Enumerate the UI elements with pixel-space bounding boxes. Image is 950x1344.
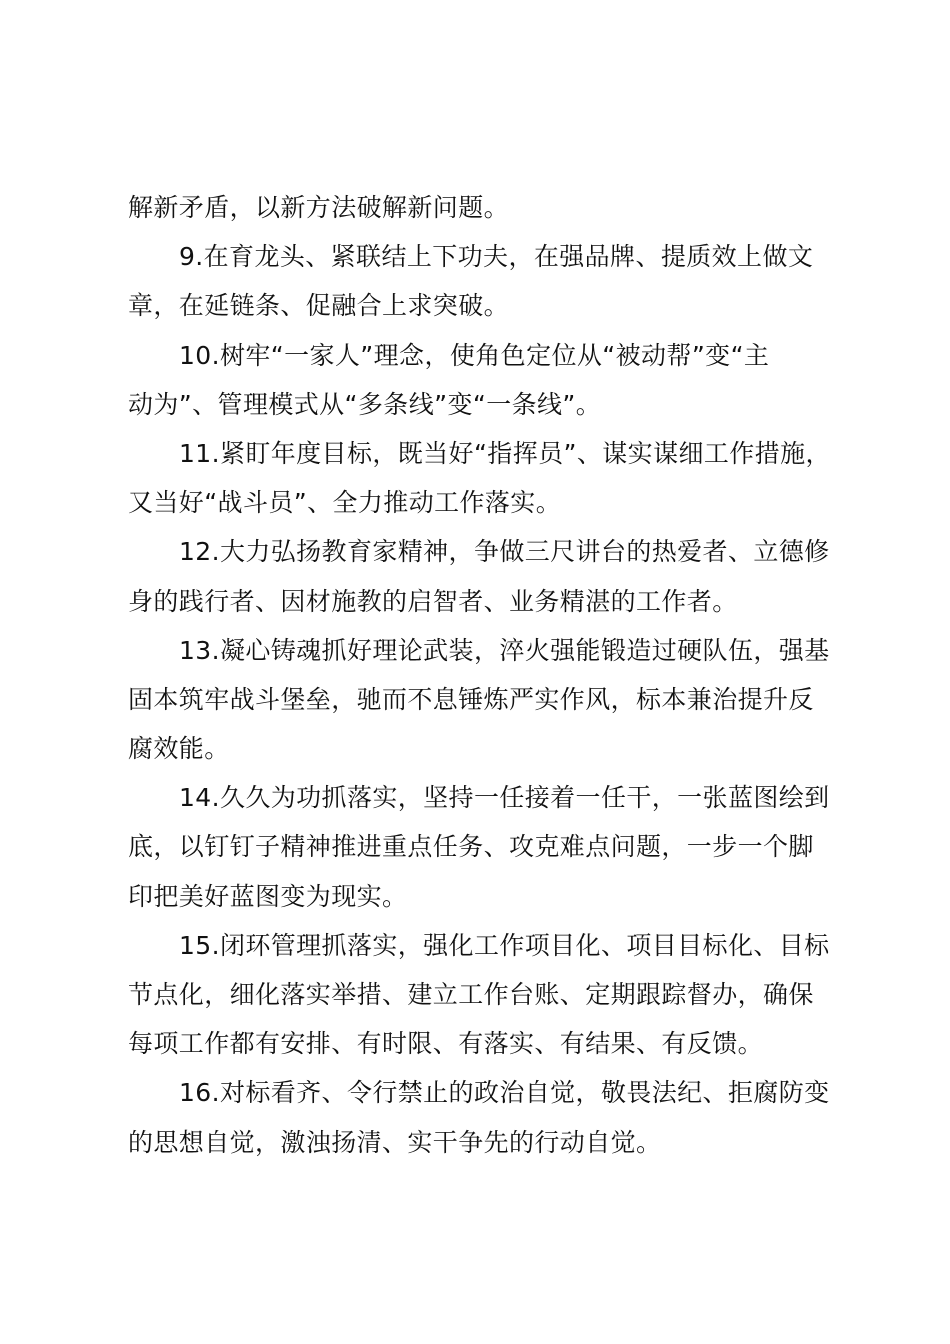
text-line: 的思想自觉，激浊扬清、实干争先的行动自觉。 (128, 1127, 662, 1157)
text-line: 节点化，细化落实举措、建立工作台账、定期跟踪督办，确保 (128, 980, 814, 1009)
text-line: 13.凝心铸魂抓好理论武装，淬火强能锻造过硬队伍，强基 (179, 635, 830, 665)
text-line: 身的践行者、因材施教的启智者、业务精湛的工作者。 (128, 586, 738, 616)
text-line: 又当好“战斗员”、全力推动工作落实。 (128, 488, 562, 518)
text-line: 16.对标看齐、令行禁止的政治自觉，敬畏法纪、拒腐防变 (179, 1078, 830, 1108)
text-line: 腐效能。 (128, 734, 230, 764)
text-line: 章，在延链条、促融合上求突破。 (128, 291, 510, 321)
text-line: 每项工作都有安排、有时限、有落实、有结果、有反馈。 (128, 1029, 764, 1059)
text-line: 固本筑牢战斗堡垒，驰而不息锤炼严实作风，标本兼治提升反 (128, 684, 814, 714)
text-line: 11.紧盯年度目标，既当好“指挥员”、谋实谋细工作措施， (179, 438, 831, 468)
text-line: 12.大力弘扬教育家精神，争做三尺讲台的热爱者、立德修 (179, 537, 830, 567)
text-line: 9.在育龙头、紧联结上下功夫，在强品牌、提质效上做文 (179, 242, 814, 272)
text-line: 动为”、管理模式从“多条线”变“一条线”。 (128, 389, 602, 419)
text-line: 10.树牢“一家人”理念，使角色定位从“被动帮”变“主 (179, 340, 770, 370)
text-line: 解新矛盾，以新方法破解新问题。 (128, 193, 510, 222)
text-line: 底，以钉钉子精神推进重点任务、攻克难点问题，一步一个脚 (128, 832, 814, 862)
document-body (128, 183, 840, 1167)
text-line: 15.闭环管理抓落实，强化工作项目化、项目目标化、目标 (179, 930, 830, 960)
text-line: 印把美好蓝图变为现实。 (128, 881, 408, 911)
text-line: 14.久久为功抓落实，坚持一任接着一任干，一张蓝图绘到 (179, 783, 830, 813)
